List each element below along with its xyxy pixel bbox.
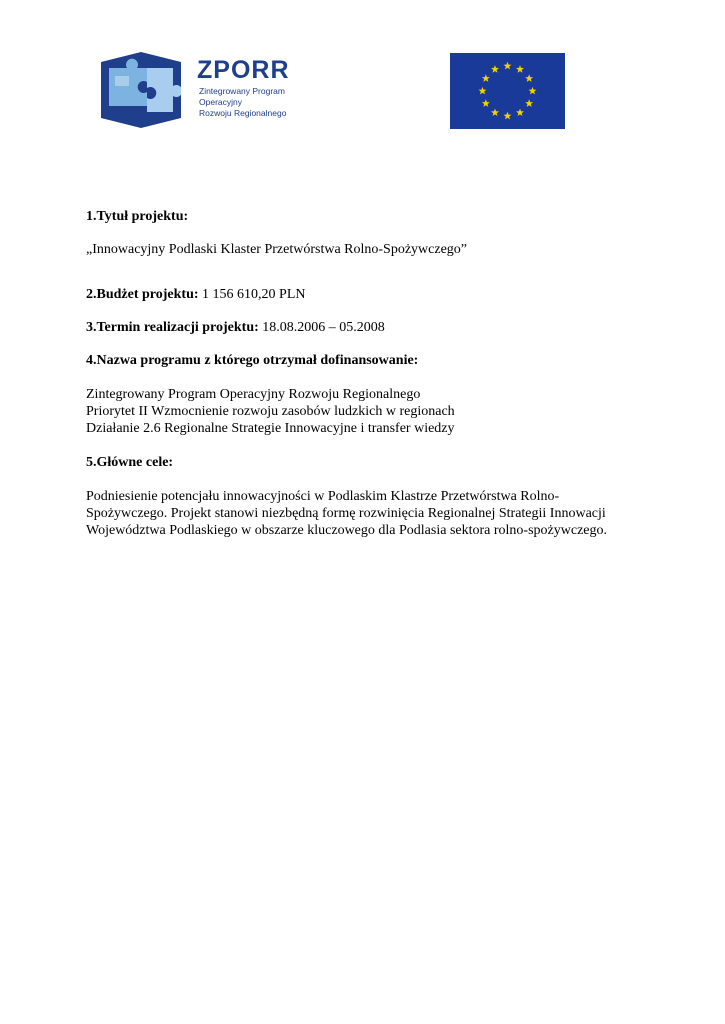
budget-value: 1 156 610,20 PLN	[198, 287, 306, 302]
project-title-value: „Innowacyjny Podlaski Klaster Przetwórstwa Rolno-Spożywczego”	[86, 242, 468, 257]
program-heading: 4.Nazwa programu z którego otrzymał dofinansowanie:	[86, 353, 419, 368]
zporr-logo-subtitle-2: Operacyjny	[199, 97, 242, 107]
budget-heading: 2.Budżet projektu:	[86, 287, 199, 302]
zporr-logo	[101, 52, 301, 128]
zporr-logo-subtitle-1: Zintegrowany Program	[199, 86, 285, 96]
program-line: Działanie 2.6 Regionalne Strategie Innowacyjne i transfer wiedzy	[86, 421, 455, 436]
program-line: Zintegrowany Program Operacyjny Rozwoju Regionalnego	[86, 387, 421, 402]
puzzle-icon	[101, 52, 181, 128]
eu-flag-icon	[450, 53, 565, 129]
term-value: 18.08.2006 – 05.2008	[258, 320, 385, 335]
section-budget	[86, 286, 646, 303]
zporr-logo-title: ZPORR	[197, 56, 290, 84]
goals-heading: 5.Główne cele:	[86, 455, 174, 470]
document-body	[86, 208, 646, 539]
goals-line: Spożywczego. Projekt stanowi niezbędną formę rozwinięcia Regionalnej Strategii Innowacji	[86, 506, 606, 521]
program-line: Priorytet II Wzmocnienie rozwoju zasobów ludzkich w regionach	[86, 404, 455, 419]
term-heading: 3.Termin realizacji projektu:	[86, 320, 259, 335]
goals-line: Województwa Podlaskiego w obszarze kluczowego dla Podlasia sektora rolno-spożywczego.	[86, 523, 607, 538]
section-term	[86, 319, 646, 336]
zporr-logo-subtitle-3: Rozwoju Regionalnego	[199, 108, 287, 118]
goals-line: Podniesienie potencjału innowacyjności w Podlaskim Klastrze Przetwórstwa Rolno-	[86, 489, 560, 504]
section-title-heading: 1.Tytuł projektu:	[86, 209, 189, 224]
